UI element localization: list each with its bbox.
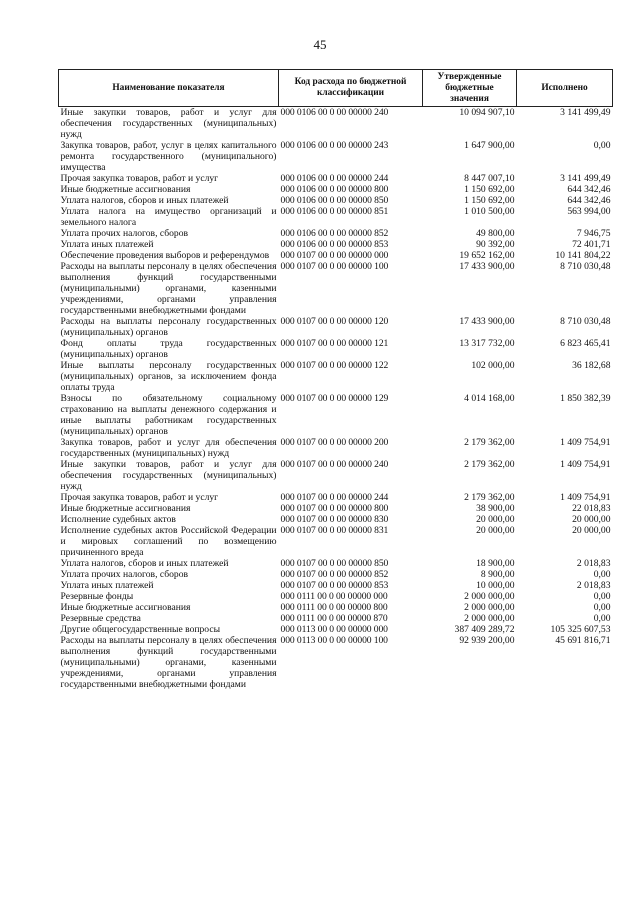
row-indicator-name: Исполнение судебных актов Российской Федерации и мировых соглашений по возмещению причиненного вреда (60, 525, 277, 558)
row-executed-value: 22 018,83 (572, 503, 611, 514)
row-executed-value: 1 409 754,91 (560, 492, 611, 503)
row-indicator-name: Взносы по обязательному социальному страхованию на выплаты денежного содержания и иные выплаты работникам государственных (муниципальных) органов (60, 393, 277, 437)
row-indicator-name: Расходы на выплаты персоналу в целях обеспечения выполнения функций государственными (муниципальными) органами, казенными учреждениями, органами управления государственными внебюджетными фондами (60, 261, 277, 316)
row-executed-value: 7 946,75 (576, 228, 611, 239)
row-indicator-name: Уплата иных платежей (60, 580, 154, 591)
table-body (59, 107, 613, 691)
row-executed-value: 6 823 465,41 (560, 338, 611, 349)
row-approved-value: 38 900,00 (476, 503, 515, 514)
row-approved-value: 8 447 007,10 (464, 173, 515, 184)
row-budget-code: 000 0106 00 0 00 00000 800 (280, 184, 389, 195)
row-indicator-name: Прочая закупка товаров, работ и услуг (60, 492, 219, 503)
row-approved-value: 10 000,00 (476, 580, 515, 591)
row-indicator-name: Закупка товаров, работ, услуг в целях капитального ремонта государственного (муниципального) имущества (60, 140, 277, 173)
row-indicator-name: Уплата налогов, сборов и иных платежей (60, 558, 229, 569)
row-budget-code: 000 0107 00 0 00 00000 121 (280, 338, 389, 349)
row-approved-value: 17 433 900,00 (459, 261, 515, 272)
row-budget-code: 000 0113 00 0 00 00000 000 (280, 624, 388, 635)
row-executed-value: 644 342,46 (567, 195, 611, 206)
row-approved-value: 387 409 289,72 (454, 624, 515, 635)
row-executed-value: 0,00 (593, 591, 611, 602)
row-budget-code: 000 0107 00 0 00 00000 850 (280, 558, 389, 569)
row-budget-code: 000 0107 00 0 00 00000 129 (280, 393, 389, 404)
row-indicator-name: Иные выплаты персоналу государственных (муниципальных) органов, за исключением фонда оплаты труда (60, 360, 277, 393)
row-budget-code: 000 0111 00 0 00 00000 000 (280, 591, 388, 602)
row-executed-value: 1 409 754,91 (560, 437, 611, 448)
row-executed-value: 8 710 030,48 (560, 316, 611, 327)
row-approved-value: 2 179 362,00 (464, 459, 515, 470)
row-budget-code: 000 0107 00 0 00 00000 831 (280, 525, 389, 536)
row-budget-code: 000 0107 00 0 00 00000 852 (280, 569, 389, 580)
row-executed-value: 3 141 499,49 (560, 107, 611, 118)
row-budget-code: 000 0107 00 0 00 00000 830 (280, 514, 389, 525)
row-budget-code: 000 0111 00 0 00 00000 800 (280, 602, 388, 613)
row-approved-value: 2 000 000,00 (464, 602, 515, 613)
row-indicator-name: Закупка товаров, работ и услуг для обеспечения государственных (муниципальных) нужд (60, 437, 277, 459)
table-row (59, 558, 613, 569)
row-executed-value: 3 141 499,49 (560, 173, 611, 184)
row-executed-value: 2 018,83 (576, 580, 611, 591)
row-budget-code: 000 0107 00 0 00 00000 100 (280, 261, 389, 272)
table-header-row (59, 70, 613, 107)
row-executed-value: 72 401,71 (572, 239, 611, 250)
header-budget-code: Код расхода по бюджетной классификации (279, 70, 423, 107)
table-row (59, 261, 613, 316)
table-row (59, 591, 613, 602)
row-approved-value: 92 939 200,00 (459, 635, 515, 646)
row-executed-value: 0,00 (593, 613, 611, 624)
header-approved-values: Утвержденные бюджетные значения (423, 70, 517, 107)
row-budget-code: 000 0106 00 0 00 00000 852 (280, 228, 389, 239)
row-budget-code: 000 0111 00 0 00 00000 870 (280, 613, 388, 624)
row-budget-code: 000 0107 00 0 00 00000 120 (280, 316, 389, 327)
row-approved-value: 2 179 362,00 (464, 437, 515, 448)
row-budget-code: 000 0107 00 0 00 00000 853 (280, 580, 389, 591)
table-row (59, 613, 613, 624)
row-indicator-name: Уплата прочих налогов, сборов (60, 228, 189, 239)
row-approved-value: 17 433 900,00 (459, 316, 515, 327)
row-approved-value: 13 317 732,00 (459, 338, 515, 349)
row-budget-code: 000 0106 00 0 00 00000 243 (280, 140, 389, 151)
table-row (59, 514, 613, 525)
row-executed-value: 20 000,00 (572, 525, 611, 536)
row-executed-value: 1 850 382,39 (560, 393, 611, 404)
row-approved-value: 18 900,00 (476, 558, 515, 569)
row-executed-value: 0,00 (593, 569, 611, 580)
row-executed-value: 644 342,46 (567, 184, 611, 195)
row-approved-value: 1 150 692,00 (464, 184, 515, 195)
table-row (59, 206, 613, 228)
header-executed: Исполнено (517, 70, 613, 107)
row-executed-value: 0,00 (593, 140, 611, 151)
row-executed-value: 36 182,68 (572, 360, 611, 371)
row-indicator-name: Расходы на выплаты персоналу государственных (муниципальных) органов (60, 316, 277, 338)
row-indicator-name: Уплата налогов, сборов и иных платежей (60, 195, 229, 206)
row-executed-value: 0,00 (593, 602, 611, 613)
row-executed-value: 45 691 816,71 (555, 635, 611, 646)
table-row (59, 569, 613, 580)
row-executed-value: 10 141 804,22 (555, 250, 611, 261)
row-executed-value: 2 018,83 (576, 558, 611, 569)
row-indicator-name: Иные бюджетные ассигнования (60, 503, 191, 514)
row-budget-code: 000 0106 00 0 00 00000 850 (280, 195, 389, 206)
row-indicator-name: Иные бюджетные ассигнования (60, 602, 191, 613)
row-executed-value: 563 994,00 (567, 206, 611, 217)
row-budget-code: 000 0107 00 0 00 00000 244 (280, 492, 389, 503)
row-budget-code: 000 0107 00 0 00 00000 240 (280, 459, 389, 470)
row-executed-value: 105 325 607,53 (550, 624, 611, 635)
row-indicator-name: Резервные средства (60, 613, 141, 624)
row-approved-value: 2 179 362,00 (464, 492, 515, 503)
row-executed-value: 8 710 030,48 (560, 261, 611, 272)
row-approved-value: 1 647 900,00 (464, 140, 515, 151)
row-approved-value: 2 000 000,00 (464, 591, 515, 602)
table-row (59, 173, 613, 184)
row-indicator-name: Другие общегосударственные вопросы (60, 624, 221, 635)
table-row (59, 459, 613, 492)
row-budget-code: 000 0106 00 0 00 00000 851 (280, 206, 389, 217)
row-indicator-name: Фонд оплаты труда государственных (муниципальных) органов (60, 338, 277, 360)
table-row (59, 228, 613, 239)
table-row (59, 437, 613, 459)
table-row (59, 602, 613, 613)
row-approved-value: 10 094 907,10 (459, 107, 515, 118)
row-indicator-name: Прочая закупка товаров, работ и услуг (60, 173, 219, 184)
table-row (59, 239, 613, 250)
header-indicator-name: Наименование показателя (59, 70, 279, 107)
table-row (59, 195, 613, 206)
table-row (59, 393, 613, 437)
row-indicator-name: Иные бюджетные ассигнования (60, 184, 191, 195)
row-budget-code: 000 0107 00 0 00 00000 800 (280, 503, 389, 514)
table-row (59, 360, 613, 393)
table-row (59, 635, 613, 690)
table-row (59, 140, 613, 173)
row-budget-code: 000 0107 00 0 00 00000 122 (280, 360, 389, 371)
table-row (59, 580, 613, 591)
row-indicator-name: Уплата иных платежей (60, 239, 154, 250)
row-indicator-name: Иные закупки товаров, работ и услуг для обеспечения государственных (муниципальных) нужд (60, 459, 277, 492)
row-indicator-name: Исполнение судебных актов (60, 514, 176, 525)
row-budget-code: 000 0106 00 0 00 00000 240 (280, 107, 389, 118)
row-indicator-name: Обеспечение проведения выборов и референдумов (60, 250, 270, 261)
table-row (59, 492, 613, 503)
row-approved-value: 20 000,00 (476, 514, 515, 525)
row-budget-code: 000 0107 00 0 00 00000 000 (280, 250, 389, 261)
row-approved-value: 8 900,00 (480, 569, 515, 580)
row-indicator-name: Расходы на выплаты персоналу в целях обеспечения выполнения функций государственными (муниципальными) органами, казенными учреждениями, органами управления государственными внебюджетными фондами (60, 635, 277, 690)
table-row (59, 250, 613, 261)
row-budget-code: 000 0107 00 0 00 00000 200 (280, 437, 389, 448)
table-row (59, 624, 613, 635)
row-indicator-name: Резервные фонды (60, 591, 134, 602)
row-indicator-name: Иные закупки товаров, работ и услуг для обеспечения государственных (муниципальных) нужд (60, 107, 277, 140)
row-executed-value: 20 000,00 (572, 514, 611, 525)
row-approved-value: 20 000,00 (476, 525, 515, 536)
table-row (59, 338, 613, 360)
row-approved-value: 90 392,00 (476, 239, 515, 250)
page-number: 45 (313, 37, 327, 52)
row-approved-value: 19 652 162,00 (459, 250, 515, 261)
row-budget-code: 000 0106 00 0 00 00000 244 (280, 173, 389, 184)
table-row (59, 184, 613, 195)
table-row (59, 316, 613, 338)
table-row (59, 503, 613, 514)
row-approved-value: 4 014 168,00 (464, 393, 515, 404)
row-approved-value: 49 800,00 (476, 228, 515, 239)
row-indicator-name: Уплата налога на имущество организаций и земельного налога (60, 206, 277, 228)
budget-execution-table (58, 69, 613, 690)
row-approved-value: 2 000 000,00 (464, 613, 515, 624)
table-row (59, 107, 613, 141)
row-budget-code: 000 0113 00 0 00 00000 100 (280, 635, 388, 646)
row-approved-value: 102 000,00 (471, 360, 515, 371)
row-budget-code: 000 0106 00 0 00 00000 853 (280, 239, 389, 250)
row-indicator-name: Уплата прочих налогов, сборов (60, 569, 189, 580)
row-approved-value: 1 010 500,00 (464, 206, 515, 217)
row-executed-value: 1 409 754,91 (560, 459, 611, 470)
table-row (59, 525, 613, 558)
row-approved-value: 1 150 692,00 (464, 195, 515, 206)
